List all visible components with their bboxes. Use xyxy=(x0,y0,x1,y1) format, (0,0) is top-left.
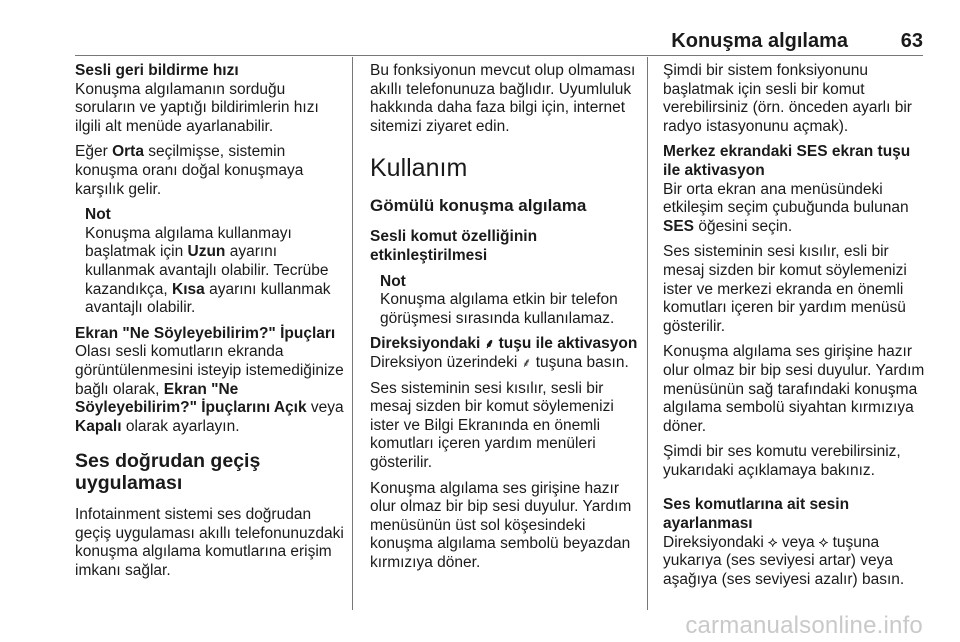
page-title: Konuşma algılama xyxy=(671,30,848,52)
column-2 xyxy=(370,62,638,579)
column-1 xyxy=(75,62,345,588)
paragraph: Şimdi bir sistem fonksiyonunu başlatmak için sesli bir komut verebilirsiniz (örn. önceden ayarlı bir radyo istasyonunu açmak). xyxy=(663,62,912,135)
heading-steering-activation: Direksiyondaki ⸙ tuşu ile aktivasyon xyxy=(370,335,638,353)
note-label: Not xyxy=(85,206,111,224)
column-3 xyxy=(663,62,931,596)
volume-down-icon: ⯎ xyxy=(818,534,829,550)
page-header xyxy=(0,0,960,56)
paragraph: Eğer Orta seçilmişse, sistemin konuşma oranı doğal konuşmaya karşılık gelir. xyxy=(75,143,304,198)
note-label: Not xyxy=(380,272,406,290)
heading-voice-feedback-speed: Sesli geri bildirme hızı xyxy=(75,62,239,79)
volume-up-icon: ⯎ xyxy=(768,534,778,550)
paragraph: Direksiyondaki ⯎ veya ⯎ tuşuna yukarıya (ses seviyesi artar) veya aşağıya (ses seviyesi azalır) basın. xyxy=(663,533,905,588)
paragraph: Bu fonksiyonun mevcut olup olmaması akıllı telefonunuza bağlıdır. Uyumluluk hakkında daha faza bilgi için, internet sitemizi ziyaret edin. xyxy=(370,62,636,135)
paragraph: Konuşma algılama ses girişine hazır olur olmaz bir bip sesi duyulur. Yardım menüsünün üst sol köşesindeki konuşma algılama sembolü beyazdan kırmızıya döner. xyxy=(370,479,632,571)
heading-hints: Ekran "Ne Söyleyebilirim?" İpuçları xyxy=(75,324,336,342)
column-divider-1 xyxy=(352,57,353,610)
heading-volume-adjust: Ses komutlarına ait sesin ayarlanması xyxy=(663,496,850,533)
paragraph: Infotainment sistemi ses doğrudan geçiş uygulaması akıllı telefonunuzdaki konuşma algılama komutlarına erişim imkanı sağlar. xyxy=(75,506,344,580)
heading-activation: Sesli komut özelliğinin etkinleştirilmesi xyxy=(370,228,538,264)
paragraph: Konuşma algılamanın sorduğu soruların ve yaptığı bildirimlerin hızı ilgili alt menüde ayarlanabilir. xyxy=(75,80,319,135)
paragraph: Konuşma algılama ses girişine hazır olur olmaz bir bip sesi duyulur. Yardım menüsünün sağ tarafındaki konuşma algılama sembolü siyahtan kırmızıya döner. xyxy=(663,343,925,435)
paragraph: Şimdi bir ses komutu verebilirsiniz, yukarıdaki açıklamaya bakınız. xyxy=(663,443,901,479)
note-text: Konuşma algılama kullanmayı başlatmak için Uzun ayarını kullanmak avantajlı olabilir. Tecrübe kazandıkça, Kısa ayarını kullanmak avantajlı olabilir. xyxy=(85,224,331,317)
page-number: 63 xyxy=(900,30,923,52)
voice-button-icon: ⸙ xyxy=(521,354,532,370)
paragraph: Ses sisteminin sesi kısılır, sesli bir mesaj sizden bir komut söylemenizi ister ve Bilgi Ekranında en önemli komutları içeren yardım menüleri gösterilir. xyxy=(370,379,614,471)
heading-voice-passthrough: Ses doğrudan geçiş uygulaması xyxy=(75,450,261,495)
heading-usage: Kullanım xyxy=(370,154,468,183)
paragraph: Direksiyon üzerindeki ⸙ tuşuna basın. xyxy=(370,353,629,371)
paragraph: Bir orta ekran ana menüsündeki etkileşim seçim çubuğunda bulunan SES öğesini seçin. xyxy=(663,180,909,235)
heading-embedded-speech: Gömülü konuşma algılama xyxy=(370,196,587,216)
voice-button-icon: ⸙ xyxy=(484,336,495,352)
header-rule xyxy=(75,55,923,56)
watermark: carmanualsonline.info xyxy=(685,612,923,639)
note-text: Konuşma algılama etkin bir telefon görüşmesi sırasında kullanılamaz. xyxy=(380,291,618,327)
note-box xyxy=(75,206,345,318)
paragraph: Olası sesli komutların ekranda görüntülenmesini isteyip istemediğinize bağlı olarak, Ekran "Ne Söyleyebilirim?" İpuçlarını Açık veya Kapalı olarak ayarlayın. xyxy=(75,343,344,435)
column-divider-2 xyxy=(647,57,648,610)
note-box xyxy=(370,273,638,329)
paragraph: Ses sisteminin sesi kısılır, esli bir mesaj sizden bir komut söylemenizi ister ve merkezi ekranda en önemli komutları içeren bir yardım menüsü gösterilir. xyxy=(663,243,907,335)
heading-center-display-activation: Merkez ekrandaki SES ekran tuşu ile aktivasyon xyxy=(663,143,911,179)
